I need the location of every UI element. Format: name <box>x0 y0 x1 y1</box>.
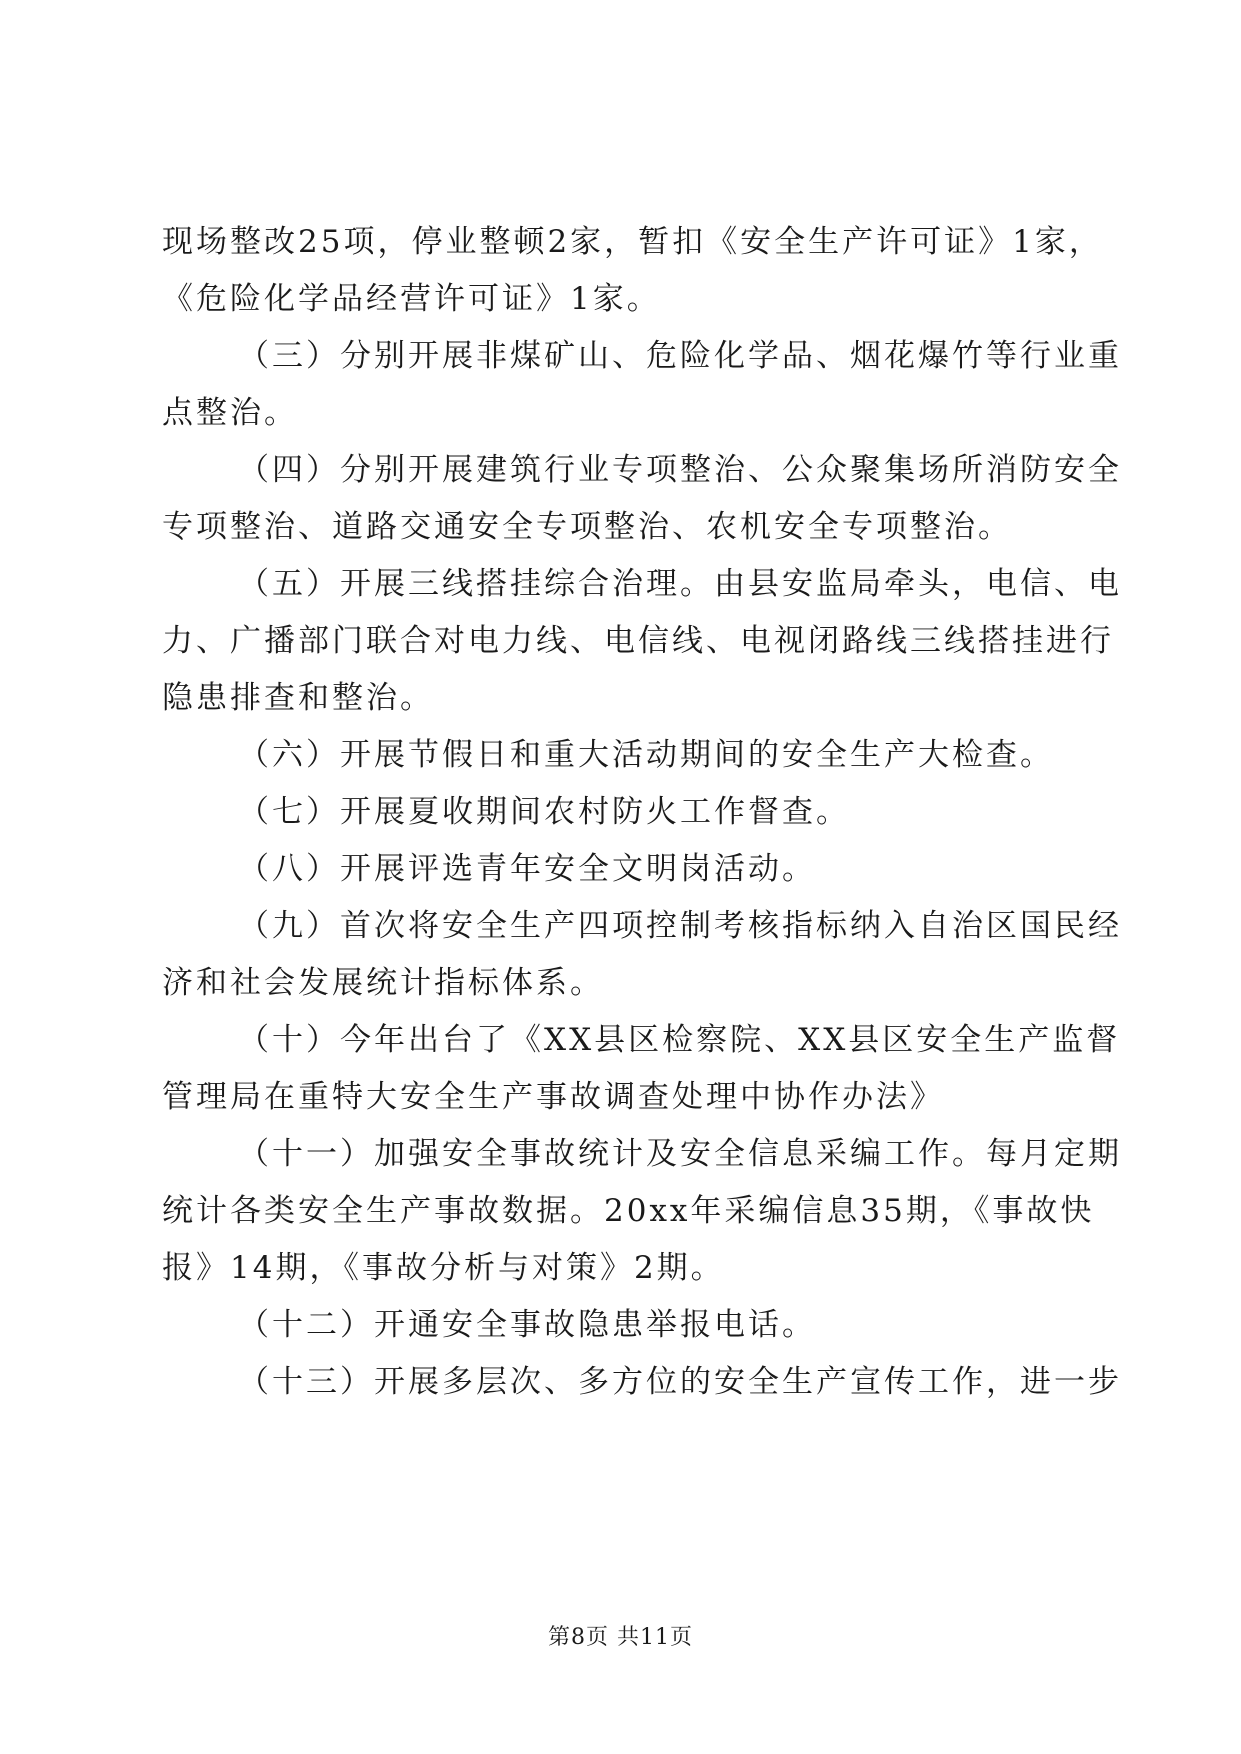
text-line-7: （五）开展三线搭挂综合治理。由县安监局牵头，电信、电 <box>238 566 1122 602</box>
text-line-21: （十三）开展多层次、多方位的安全生产宣传工作，进一步 <box>238 1364 1122 1400</box>
page-number-footer: 第8页 共11页 <box>548 1625 693 1650</box>
text-line-13: （九）首次将安全生产四项控制考核指标纳入自治区国民经 <box>238 908 1122 944</box>
text-line-10: （六）开展节假日和重大活动期间的安全生产大检查。 <box>238 737 1054 773</box>
text-line-14: 济和社会发展统计指标体系。 <box>162 965 604 1001</box>
text-line-19: 报》14期，《事故分析与对策》2期。 <box>162 1250 725 1286</box>
text-line-5: （四）分别开展建筑行业专项整治、公众聚集场所消防安全 <box>238 452 1122 488</box>
text-line-6: 专项整治、道路交通安全专项整治、农机安全专项整治。 <box>162 509 1012 545</box>
text-line-2: 《危险化学品经营许可证》1家。 <box>162 281 661 317</box>
text-line-12: （八）开展评选青年安全文明岗活动。 <box>238 851 816 887</box>
text-line-4: 点整治。 <box>162 395 298 431</box>
text-line-11: （七）开展夏收期间农村防火工作督查。 <box>238 794 850 830</box>
text-line-1: 现场整改25项，停业整顿2家，暂扣《安全生产许可证》1家， <box>162 224 1103 260</box>
text-line-18: 统计各类安全生产事故数据。20xx年采编信息35期，《事故快 <box>162 1193 1095 1229</box>
text-line-3: （三）分别开展非煤矿山、危险化学品、烟花爆竹等行业重 <box>238 338 1122 374</box>
text-line-17: （十一）加强安全事故统计及安全信息采编工作。每月定期 <box>238 1136 1122 1172</box>
text-line-8: 力、广播部门联合对电力线、电信线、电视闭路线三线搭挂进行 <box>162 623 1114 659</box>
text-line-9: 隐患排查和整治。 <box>162 680 434 716</box>
text-line-15: （十）今年出台了《XX县区检察院、XX县区安全生产监督 <box>238 1022 1121 1058</box>
text-line-20: （十二）开通安全事故隐患举报电话。 <box>238 1307 816 1343</box>
text-line-16: 管理局在重特大安全生产事故调查处理中协作办法》 <box>162 1079 944 1115</box>
